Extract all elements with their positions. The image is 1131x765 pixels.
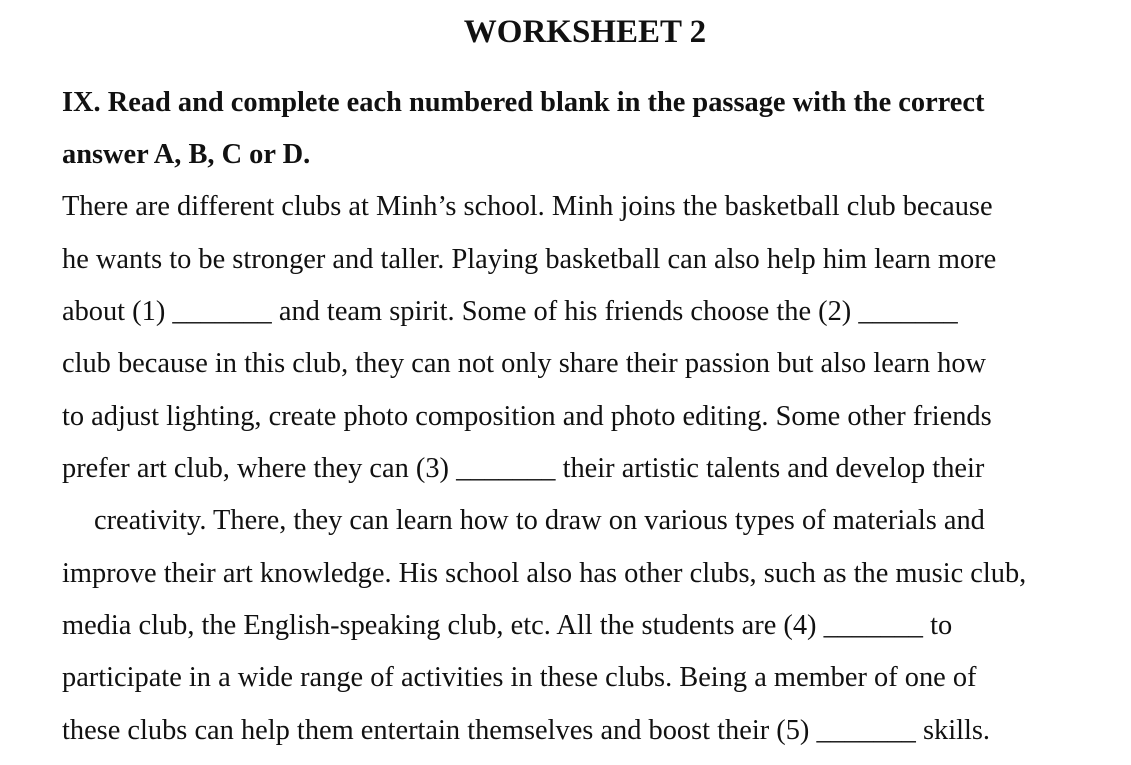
passage-line-2: he wants to be stronger and taller. Playing basketball can also help him learn more	[62, 244, 997, 275]
passage-line-5: to adjust lighting, create photo composition and photo editing. Some other friends	[62, 401, 992, 432]
instruction-line-2: answer A, B, C or D.	[62, 139, 311, 170]
passage-line-4: club because in this club, they can not only share their passion but also learn how	[62, 348, 987, 379]
passage-line-11: these clubs can help them entertain themselves and boost their (5) _______ skills.	[62, 715, 991, 746]
worksheet-title: WORKSHEET 2	[463, 14, 707, 50]
passage-line-6: prefer art club, where they can (3) _______ their artistic talents and develop their	[62, 453, 985, 484]
passage-line-10: participate in a wide range of activities in these clubs. Being a member of one of	[62, 662, 977, 693]
passage-line-9: media club, the English-speaking club, etc. All the students are (4) _______ to	[62, 610, 953, 641]
passage-line-3: about (1) _______ and team spirit. Some of his friends choose the (2) _______	[62, 296, 958, 327]
passage-line-7: creativity. There, they can learn how to draw on various types of materials and	[94, 505, 985, 536]
passage-line-8: improve their art knowledge. His school also has other clubs, such as the music club,	[62, 558, 1027, 589]
instruction-line-1: IX. Read and complete each numbered blank in the passage with the correct	[62, 87, 985, 118]
passage-line-1: There are different clubs at Minh’s school. Minh joins the basketball club because	[62, 191, 993, 222]
